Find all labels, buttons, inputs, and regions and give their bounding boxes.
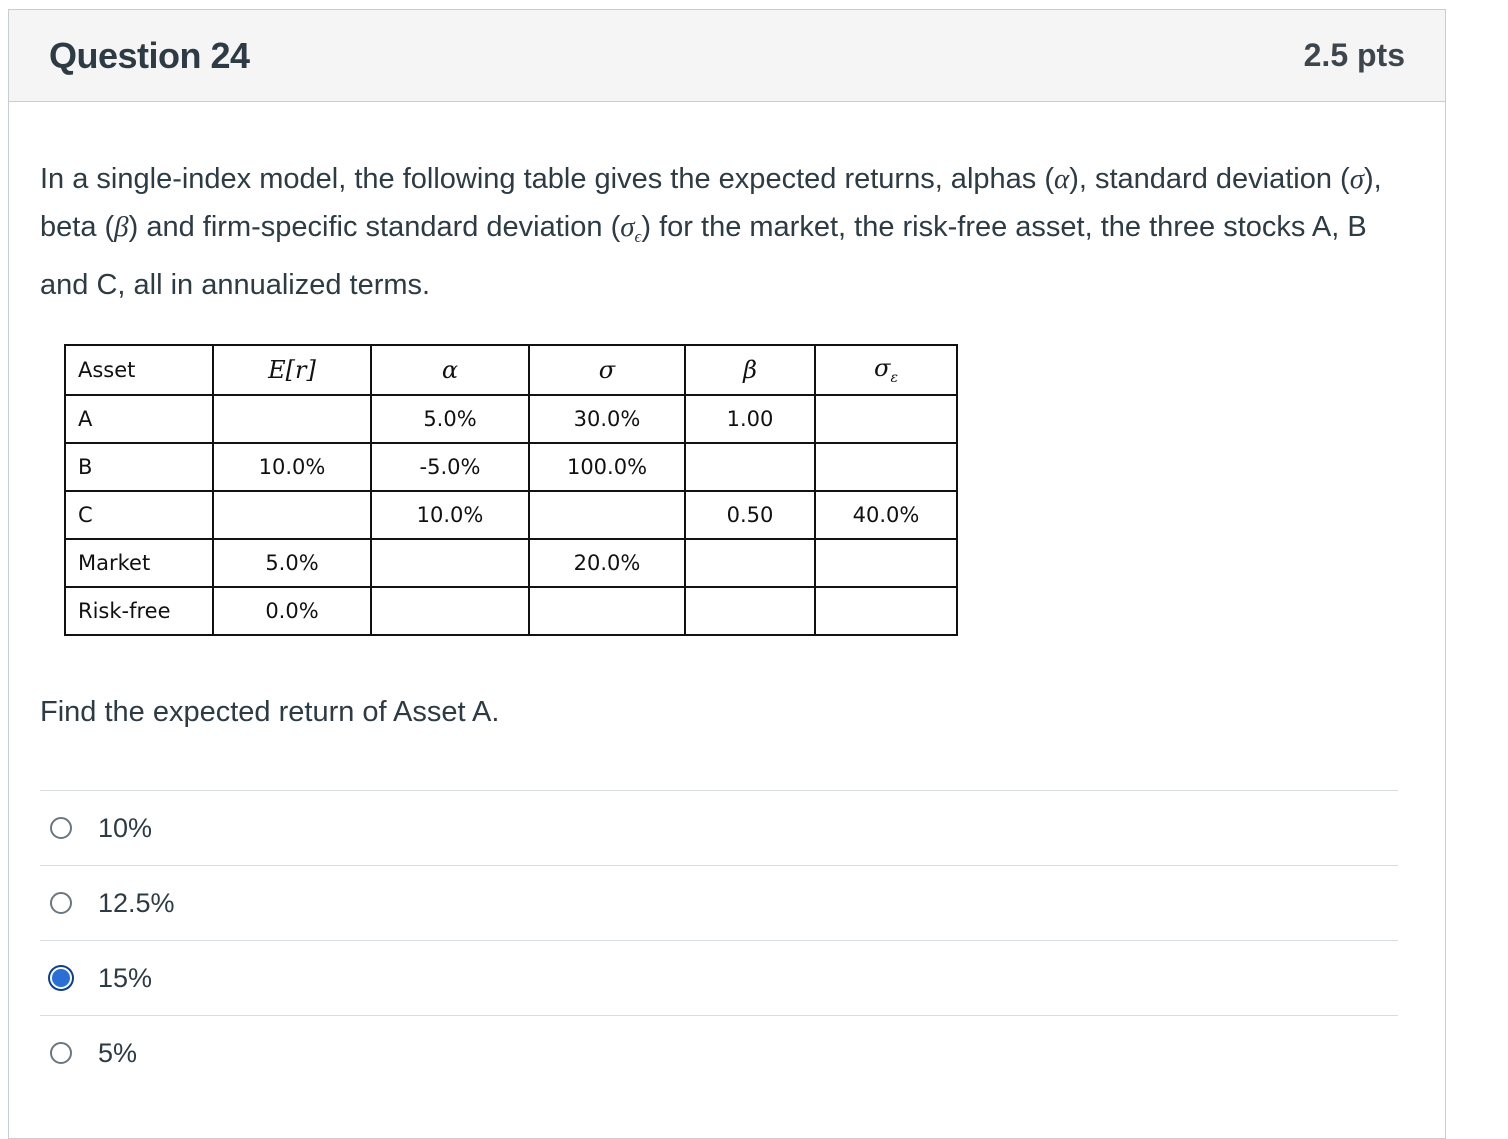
radio-button[interactable]	[50, 892, 72, 914]
prompt-text-4: ) and firm-specific standard deviation (	[128, 211, 621, 243]
table-row	[65, 491, 957, 539]
table-cell: 0.50	[685, 491, 815, 539]
question-points: 2.5 pts	[1303, 37, 1405, 73]
table-cell: 20.0%	[529, 539, 685, 587]
sigma-symbol: σ	[1349, 163, 1365, 195]
answer-option[interactable]	[40, 1015, 1398, 1090]
table-cell	[213, 491, 371, 539]
table-cell	[371, 539, 529, 587]
table-header-row	[65, 345, 957, 395]
answer-label: 5%	[98, 1037, 138, 1068]
header-alpha: α	[371, 345, 529, 395]
prompt-text-3: ), beta (	[40, 163, 1382, 243]
table-cell	[529, 491, 685, 539]
answer-option[interactable]	[40, 865, 1398, 940]
answer-option[interactable]	[40, 790, 1398, 865]
table-cell: A	[65, 395, 213, 443]
table-cell: 100.0%	[529, 443, 685, 491]
prompt-text-2: ), standard deviation (	[1069, 163, 1350, 195]
table-row	[65, 539, 957, 587]
table-cell: 5.0%	[371, 395, 529, 443]
header-sigma-epsilon: $\sigma_\varepsilon$	[815, 345, 957, 395]
answer-list	[40, 790, 1398, 1090]
table-row	[65, 443, 957, 491]
table-row	[65, 395, 957, 443]
sigma-epsilon-symbol: $\sigma_\epsilon$	[620, 211, 642, 246]
table-cell	[815, 587, 957, 635]
answer-label: 12.5%	[98, 887, 175, 918]
question-title: Question 24	[49, 34, 250, 76]
answer-label: 15%	[98, 962, 153, 993]
answer-option-selected[interactable]	[40, 940, 1398, 1015]
table-cell: 10.0%	[213, 443, 371, 491]
table-cell: 5.0%	[213, 539, 371, 587]
header-beta: β	[685, 345, 815, 395]
table-cell	[685, 539, 815, 587]
asset-table	[64, 344, 958, 636]
table-cell: C	[65, 491, 213, 539]
table-cell	[529, 587, 685, 635]
table-cell: 1.00	[685, 395, 815, 443]
header-expected-return: E[r]	[213, 345, 371, 395]
table-cell: 10.0%	[371, 491, 529, 539]
prompt-text-1: In a single-index model, the following table gives the expected returns, alphas (	[40, 163, 1054, 195]
table-cell: B	[65, 443, 213, 491]
table-cell: 0.0%	[213, 587, 371, 635]
table-cell: Market	[65, 539, 213, 587]
radio-button-checked[interactable]	[50, 967, 72, 989]
find-instruction: Find the expected return of Asset A.	[40, 696, 500, 728]
answer-label: 10%	[98, 812, 153, 843]
table-cell	[213, 395, 371, 443]
table-cell	[815, 539, 957, 587]
table-cell: Risk-free	[65, 587, 213, 635]
alpha-symbol: α	[1053, 163, 1070, 195]
table-cell: -5.0%	[371, 443, 529, 491]
table-cell: 30.0%	[529, 395, 685, 443]
table-row	[65, 587, 957, 635]
header-asset: Asset	[65, 345, 213, 395]
question-prompt	[40, 155, 1410, 309]
beta-symbol: β	[114, 211, 129, 243]
radio-button[interactable]	[50, 1042, 72, 1064]
table-cell	[685, 587, 815, 635]
table-cell	[685, 443, 815, 491]
question-header	[9, 10, 1445, 102]
table-cell	[371, 587, 529, 635]
table-cell	[815, 443, 957, 491]
prompt-text-5: ) for the market, the risk-free asset, the three stocks A, B and C, all in annualized terms.	[40, 211, 1367, 301]
radio-button[interactable]	[50, 817, 72, 839]
table-cell	[815, 395, 957, 443]
header-sigma: σ	[529, 345, 685, 395]
table-cell: 40.0%	[815, 491, 957, 539]
